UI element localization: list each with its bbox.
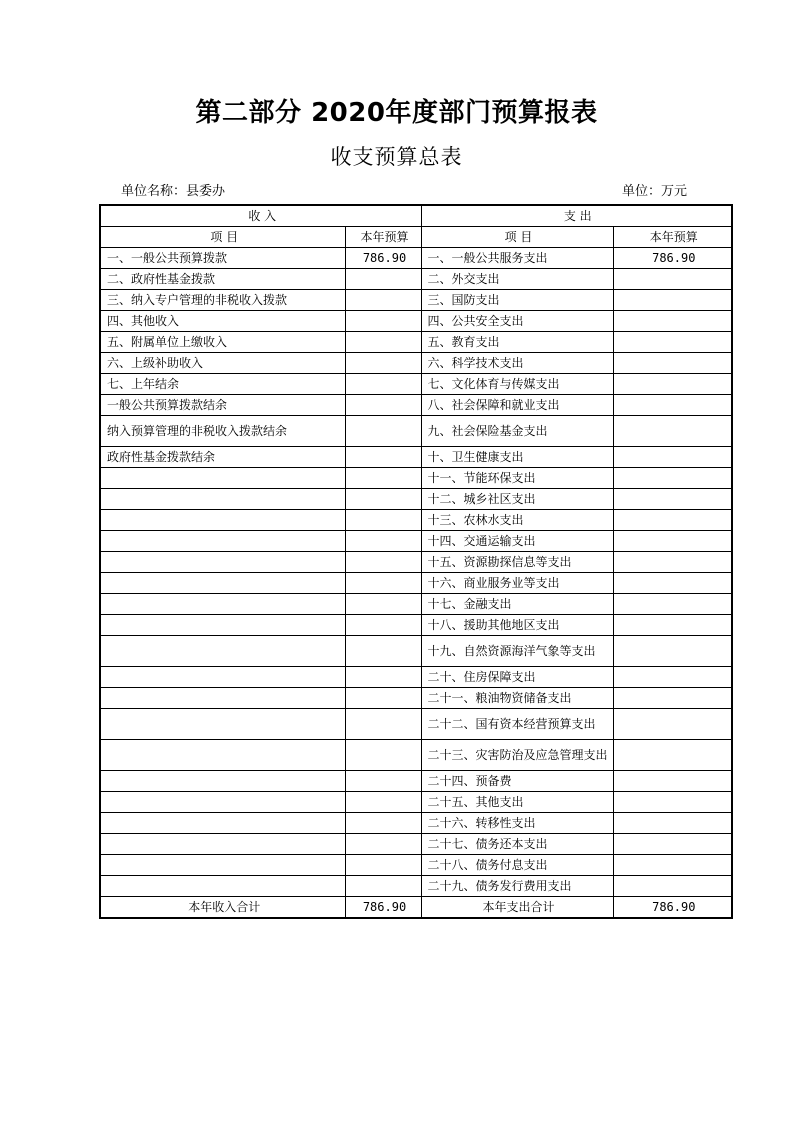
income-item-cell: [100, 834, 345, 855]
table-row: [100, 447, 732, 468]
income-value-cell: [345, 395, 421, 416]
expense-value-cell: [613, 311, 732, 332]
income-item-cell: [100, 615, 345, 636]
income-item-cell: [100, 667, 345, 688]
expense-value-cell: [613, 792, 732, 813]
income-item-cell: 四、其他收入: [100, 311, 345, 332]
expense-item-cell: 十四、交通运输支出: [421, 531, 613, 552]
expense-value-cell: [613, 834, 732, 855]
table-row: [100, 688, 732, 709]
income-item-cell: [100, 876, 345, 897]
income-value-cell: [345, 709, 421, 740]
table-row: [100, 594, 732, 615]
expense-budget-header: 本年预算: [613, 227, 732, 248]
table-title: 收支预算总表: [330, 145, 463, 169]
income-value-cell: [345, 374, 421, 395]
expense-total-label: 本年支出合计: [421, 897, 613, 919]
expense-value-cell: [613, 876, 732, 897]
income-item-cell: [100, 552, 345, 573]
income-value-cell: [345, 468, 421, 489]
income-budget-header: 本年预算: [345, 227, 421, 248]
expense-item-cell: 四、公共安全支出: [421, 311, 613, 332]
income-value-cell: [345, 332, 421, 353]
table-row: [100, 740, 732, 771]
table-row: [100, 552, 732, 573]
income-item-cell: [100, 573, 345, 594]
income-item-cell: 五、附属单位上缴收入: [100, 332, 345, 353]
table-row: [100, 416, 732, 447]
expense-item-cell: 二十六、转移性支出: [421, 813, 613, 834]
income-item-cell: [100, 510, 345, 531]
income-value-cell: [345, 353, 421, 374]
table-row: [100, 248, 732, 269]
income-item-cell: 纳入预算管理的非税收入拨款结余: [100, 416, 345, 447]
expense-total-value: 786.90: [613, 897, 732, 919]
table-row: [100, 311, 732, 332]
expense-item-header: 项 目: [421, 227, 613, 248]
expense-item-cell: 十五、资源勘探信息等支出: [421, 552, 613, 573]
income-value-cell: [345, 311, 421, 332]
expense-value-cell: [613, 771, 732, 792]
expense-value-cell: [613, 489, 732, 510]
expense-item-cell: 二十二、国有资本经营预算支出: [421, 709, 613, 740]
income-item-cell: [100, 709, 345, 740]
table-row: [100, 792, 732, 813]
income-item-cell: 六、上级补助收入: [100, 353, 345, 374]
table-row: [100, 834, 732, 855]
income-value-cell: [345, 740, 421, 771]
income-item-cell: [100, 468, 345, 489]
expense-item-cell: 十八、援助其他地区支出: [421, 615, 613, 636]
income-item-cell: [100, 531, 345, 552]
income-value-cell: [345, 290, 421, 311]
expense-item-cell: 十九、自然资源海洋气象等支出: [421, 636, 613, 667]
expense-value-cell: [613, 594, 732, 615]
table-row: [100, 468, 732, 489]
expense-item-cell: 二十五、其他支出: [421, 792, 613, 813]
income-header: 收 入: [100, 205, 421, 227]
expense-value-cell: [613, 269, 732, 290]
income-value-cell: 786.90: [345, 248, 421, 269]
expense-item-cell: 二十八、债务付息支出: [421, 855, 613, 876]
expense-item-cell: 十七、金融支出: [421, 594, 613, 615]
income-item-cell: 一般公共预算拨款结余: [100, 395, 345, 416]
expense-value-cell: [613, 447, 732, 468]
expense-value-cell: [613, 855, 732, 876]
expense-value-cell: [613, 395, 732, 416]
expense-value-cell: [613, 353, 732, 374]
table-row: [100, 709, 732, 740]
table-row: [100, 510, 732, 531]
expense-item-cell: 十二、城乡社区支出: [421, 489, 613, 510]
table-row: [100, 636, 732, 667]
expense-item-cell: 十六、商业服务业等支出: [421, 573, 613, 594]
table-row: [100, 489, 732, 510]
expense-item-cell: 七、文化体育与传媒支出: [421, 374, 613, 395]
income-item-cell: 七、上年结余: [100, 374, 345, 395]
table-row: [100, 667, 732, 688]
unit-name: 单位名称：县委办: [121, 184, 226, 199]
column-header-row: [100, 227, 732, 248]
expense-item-cell: 三、国防支出: [421, 290, 613, 311]
expense-value-cell: [613, 374, 732, 395]
expense-value-cell: 786.90: [613, 248, 732, 269]
table-row: [100, 573, 732, 594]
table-row: [100, 395, 732, 416]
income-value-cell: [345, 813, 421, 834]
income-value-cell: [345, 636, 421, 667]
expense-value-cell: [613, 573, 732, 594]
income-item-cell: [100, 489, 345, 510]
expense-item-cell: 二十三、灾害防治及应急管理支出: [421, 740, 613, 771]
expense-value-cell: [613, 468, 732, 489]
table-row: [100, 290, 732, 311]
currency-unit: 单位：万元: [622, 184, 688, 199]
income-item-cell: 一、一般公共预算拨款: [100, 248, 345, 269]
expense-value-cell: [613, 667, 732, 688]
expense-item-cell: 二十九、债务发行费用支出: [421, 876, 613, 897]
income-total-label: 本年收入合计: [100, 897, 345, 919]
income-item-cell: [100, 636, 345, 667]
section-header-row: [100, 205, 732, 227]
expense-item-cell: 十三、农林水支出: [421, 510, 613, 531]
income-value-cell: [345, 792, 421, 813]
expense-item-cell: 八、社会保障和就业支出: [421, 395, 613, 416]
income-item-cell: 三、纳入专户管理的非税收入拨款: [100, 290, 345, 311]
expense-value-cell: [613, 531, 732, 552]
table-row: [100, 771, 732, 792]
total-row: [100, 897, 732, 919]
table-row: [100, 531, 732, 552]
expense-item-cell: 十、卫生健康支出: [421, 447, 613, 468]
income-value-cell: [345, 416, 421, 447]
table-row: [100, 353, 732, 374]
income-item-cell: 二、政府性基金拨款: [100, 269, 345, 290]
income-value-cell: [345, 771, 421, 792]
expense-item-cell: 二十一、粮油物资储备支出: [421, 688, 613, 709]
expense-item-cell: 二十四、预备费: [421, 771, 613, 792]
expense-item-cell: 十一、节能环保支出: [421, 468, 613, 489]
income-value-cell: [345, 531, 421, 552]
expense-item-cell: 六、科学技术支出: [421, 353, 613, 374]
expense-item-cell: 二十、住房保障支出: [421, 667, 613, 688]
expense-item-cell: 一、一般公共服务支出: [421, 248, 613, 269]
expense-item-cell: 五、教育支出: [421, 332, 613, 353]
table-row: [100, 855, 732, 876]
income-value-cell: [345, 552, 421, 573]
table-row: [100, 813, 732, 834]
expense-value-cell: [613, 709, 732, 740]
income-value-cell: [345, 573, 421, 594]
income-value-cell: [345, 667, 421, 688]
income-item-cell: [100, 771, 345, 792]
income-value-cell: [345, 489, 421, 510]
document-title: 第二部分 2020年度部门预算报表: [195, 98, 598, 128]
table-row: [100, 876, 732, 897]
income-value-cell: [345, 876, 421, 897]
expense-value-cell: [613, 510, 732, 531]
income-value-cell: [345, 594, 421, 615]
table-row: [100, 374, 732, 395]
expense-value-cell: [613, 636, 732, 667]
income-value-cell: [345, 269, 421, 290]
income-total-value: 786.90: [345, 897, 421, 919]
income-value-cell: [345, 688, 421, 709]
income-item-header: 项 目: [100, 227, 345, 248]
expense-value-cell: [613, 552, 732, 573]
income-item-cell: 政府性基金拨款结余: [100, 447, 345, 468]
expense-value-cell: [613, 740, 732, 771]
income-item-cell: [100, 855, 345, 876]
expense-value-cell: [613, 332, 732, 353]
expense-item-cell: 二、外交支出: [421, 269, 613, 290]
income-item-cell: [100, 594, 345, 615]
income-item-cell: [100, 688, 345, 709]
expense-value-cell: [613, 813, 732, 834]
income-value-cell: [345, 834, 421, 855]
expense-value-cell: [613, 688, 732, 709]
expense-header: 支 出: [421, 205, 732, 227]
expense-item-cell: 二十七、债务还本支出: [421, 834, 613, 855]
table-row: [100, 615, 732, 636]
expense-value-cell: [613, 416, 732, 447]
income-value-cell: [345, 615, 421, 636]
income-value-cell: [345, 855, 421, 876]
income-item-cell: [100, 813, 345, 834]
budget-summary-table: [99, 204, 733, 919]
table-row: [100, 332, 732, 353]
expense-item-cell: 九、社会保险基金支出: [421, 416, 613, 447]
income-item-cell: [100, 740, 345, 771]
table-body: [100, 205, 732, 918]
table-row: [100, 269, 732, 290]
income-value-cell: [345, 510, 421, 531]
income-item-cell: [100, 792, 345, 813]
expense-value-cell: [613, 615, 732, 636]
expense-value-cell: [613, 290, 732, 311]
income-value-cell: [345, 447, 421, 468]
